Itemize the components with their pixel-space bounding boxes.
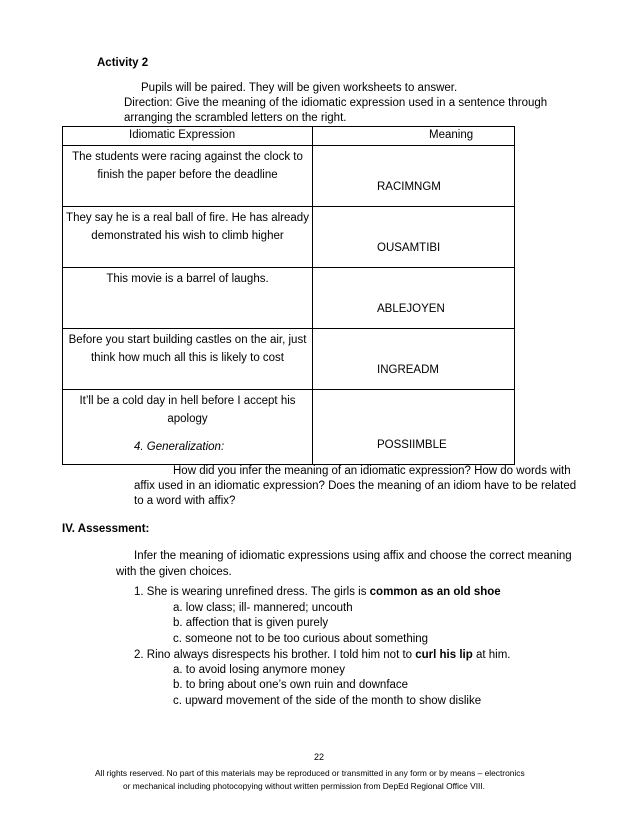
activity-direction-line1: Direction: Give the meaning of the idiomatic expression used in a sentence through — [124, 97, 548, 109]
generalization-line1: How did you infer the meaning of an idiomatic expression? How do words with — [173, 465, 571, 477]
generalization-line3: to a word with affix? — [134, 495, 236, 507]
table-row — [63, 146, 515, 207]
meaning-cell: POSSIIMBLE — [313, 390, 515, 465]
expression-cell: It’ll be a cold day in hell before I accept his apology — [63, 390, 313, 465]
expression-cell: This movie is a barrel of laughs. — [63, 268, 313, 329]
question-1-text: 1. She is wearing unrefined dress. The girls is — [134, 586, 370, 598]
question-2-choice-a: a. to avoid losing anymore money — [173, 664, 345, 676]
question-1 — [134, 585, 501, 600]
table-row — [63, 390, 515, 465]
copyright-line1: All rights reserved. No part of this materials may be reproduced or transmitted in any form or by means – electronics — [95, 768, 525, 778]
meaning-cell: RACIMNGM — [313, 146, 515, 207]
question-2-choice-b: b. to bring about one’s own ruin and downface — [173, 679, 409, 691]
activity-direction-line2: arranging the scrambled letters on the right. — [124, 112, 347, 124]
question-2 — [134, 648, 510, 663]
column-header-expression: Idiomatic Expression — [63, 127, 313, 146]
page-number: 22 — [313, 752, 324, 762]
question-1-choice-b: b. affection that is given purely — [173, 617, 329, 629]
meaning-cell: ABLEJOYEN — [313, 268, 515, 329]
meaning-cell: INGREADM — [313, 329, 515, 390]
activity-instruction: Pupils will be paired. They will be given worksheets to answer. — [141, 82, 458, 94]
assessment-intro-line2: with the given choices. — [116, 566, 232, 578]
table-row — [63, 207, 515, 268]
question-2-idiom: curl his lip — [415, 649, 473, 661]
table-row — [63, 268, 515, 329]
question-2-choice-c: c. upward movement of the side of the month to show dislike — [173, 695, 482, 707]
table-row — [63, 329, 515, 390]
generalization-heading: 4. Generalization: — [134, 441, 225, 453]
idiom-table — [62, 126, 515, 465]
assessment-intro-line1: Infer the meaning of idiomatic expressions using affix and choose the correct meaning — [134, 550, 572, 562]
column-header-meaning: Meaning — [313, 127, 515, 146]
question-1-choice-a: a. low class; ill- mannered; uncouth — [173, 602, 353, 614]
meaning-cell: OUSAMTIBI — [313, 207, 515, 268]
expression-cell: They say he is a real ball of fire. He has already demonstrated his wish to climb higher — [63, 207, 313, 268]
copyright-line2: or mechanical including photocopying without written permission from DepEd Regional Office VIII. — [123, 781, 486, 791]
question-2-text: 2. Rino always disrespects his brother. I told him not to — [134, 649, 416, 661]
assessment-heading: IV. Assessment: — [62, 523, 150, 535]
table-header-row — [63, 127, 515, 146]
question-1-choice-c: c. someone not to be too curious about something — [173, 633, 429, 645]
question-1-idiom: common as an old shoe — [369, 586, 501, 598]
generalization-line2: affix used in an idiomatic expression? Does the meaning of an idiom have to be related — [134, 480, 577, 492]
activity-heading: Activity 2 — [97, 57, 149, 69]
question-2-suffix: at him. — [472, 649, 511, 661]
expression-cell: Before you start building castles on the air, just think how much all this is likely to cost — [63, 329, 313, 390]
expression-cell: The students were racing against the clock to finish the paper before the deadline — [63, 146, 313, 207]
